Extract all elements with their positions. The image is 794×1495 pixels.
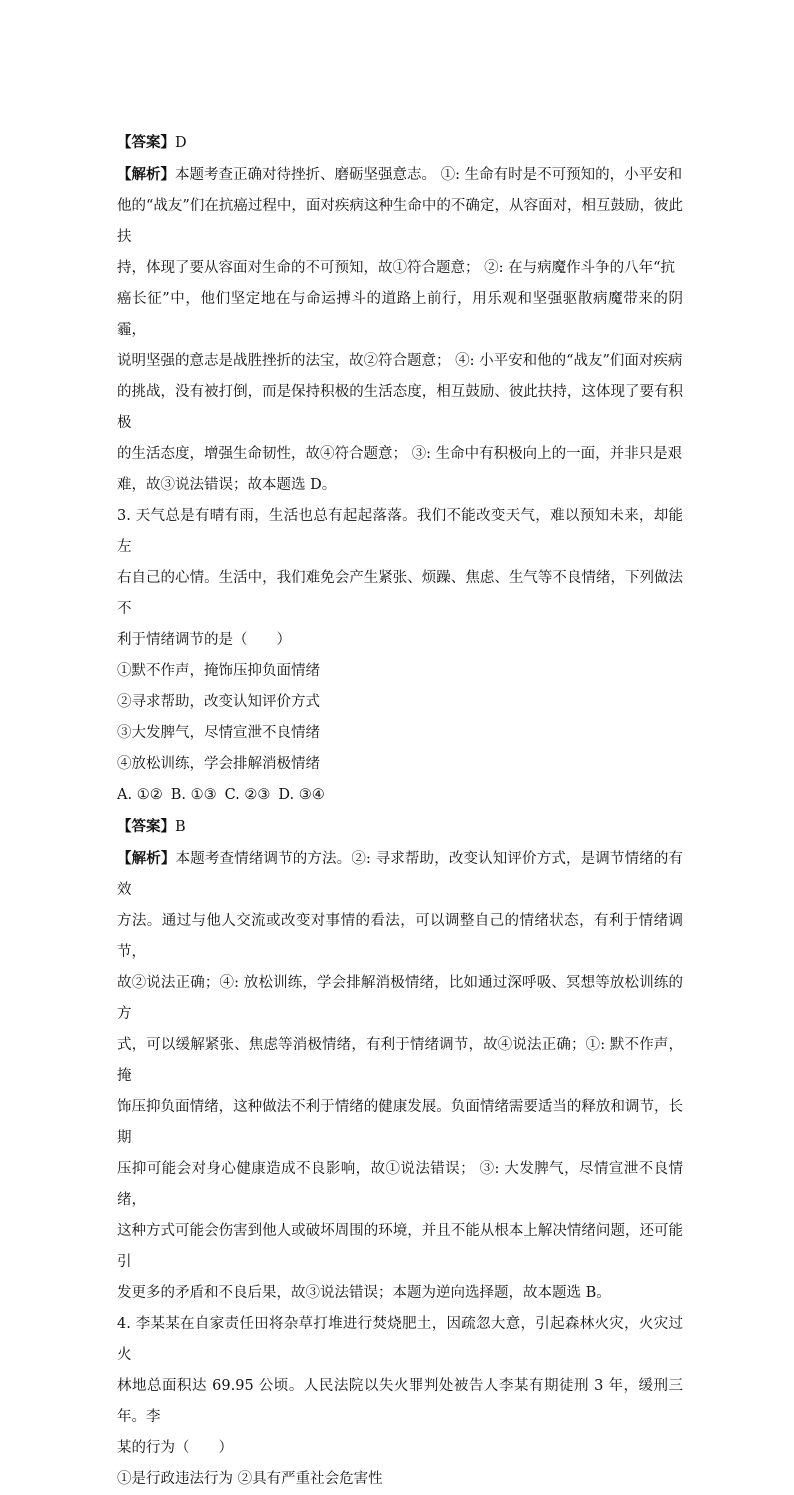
q3-item: ②寻求帮助，改变认知评价方式 [117,694,320,710]
q2-analysis-line: 持，体现了要从容面对生命的不可预知，故①符合题意； ②: 在与病魔作斗争的八年“抗 [117,260,676,276]
q3-analysis-line: 压抑可能会对身心健康造成不良影响，故①说法错误； ③: 大发脾气，尽情宣泄不良情绪， [117,1161,683,1208]
answer-value: D [175,135,187,151]
q3-analysis-line: 方法。通过与他人交流或改变对事情的看法，可以调整自己的情绪状态，有利于情绪调节， [117,913,683,960]
document-content [117,127,683,1495]
q3-stem-line: 3. 天气总是有晴有雨，生活也总有起起落落。我们不能改变天气，难以预知未来，却能左 [117,508,683,555]
q3-options [117,780,683,811]
option-b: B. ①③ [170,787,217,803]
q2-analysis-line: 他的“战友”们在抗癌过程中，面对疾病这种生命中的不确定，从容面对，相互鼓励，彼此扶 [117,198,683,245]
q4-stem-line: 林地总面积达 69.95 公顷。人民法院以失火罪判处被告人李某有期徒刑 3 年，缓刑三年。李 [117,1378,683,1425]
q2-analysis-line: 的挑战，没有被打倒，而是保持积极的生活态度，相互鼓励、彼此扶持，这体现了要有积极 [117,384,683,431]
q2-analysis-line: 的生活态度，增强生命韧性，故④符合题意； ③: 生命中有积极向上的一面，并非只是艰 [117,446,683,462]
q2-analysis-line: 【解析】本题考查正确对待挫折、磨砺坚强意志。 ①: 生命有时是不可预知的，小平安和 [117,166,683,183]
option-a: A. ①② [117,787,163,803]
q2-analysis-line: 难，故③说法错误；故本题选 D。 [117,477,337,493]
q3-analysis-line: 发更多的矛盾和不良后果，故③说法错误；本题为逆向选择题，故本题选 B。 [117,1285,611,1301]
q3-analysis-line: 饰压抑负面情绪，这种做法不利于情绪的健康发展。负面情绪需要适当的释放和调节，长期 [117,1099,683,1146]
analysis-tag: 【解析】 [117,850,176,867]
q3-analysis-line: 这种方式可能会伤害到他人或破坏周围的环境，并且不能从根本上解决情绪问题，还可能引 [117,1223,683,1270]
q3-analysis-line: 【解析】本题考查情绪调节的方法。②: 寻求帮助，改变认知评价方式，是调节情绪的有效 [117,850,684,898]
analysis-tag: 【解析】 [117,166,175,183]
answer-tag: 【答案】 [117,818,175,835]
answer-value: B [175,819,186,835]
q3-item: ①默不作声，掩饰压抑负面情绪 [117,663,320,679]
q3-analysis-line: 故②说法正确；④: 放松训练，学会排解消极情绪，比如通过深呼吸、冥想等放松训练的方 [117,975,683,1022]
answer-tag: 【答案】 [117,134,175,151]
q2-analysis-line: 说明坚强的意志是战胜挫折的法宝，故②符合题意； ④: 小平安和他的“战友”们面对疾病 [117,353,683,369]
q3-answer [117,811,683,843]
q3-stem-line: 右自己的心情。生活中，我们难免会产生紧张、烦躁、焦虑、生气等不良情绪，下列做法不 [117,570,683,617]
q3-item: ③大发脾气，尽情宣泄不良情绪 [117,725,320,741]
option-d: D. ③④ [278,787,325,803]
q4-stem-line: 某的行为（ ） [117,1440,233,1456]
q2-answer [117,127,683,159]
q3-analysis-line: 式，可以缓解紧张、焦虑等消极情绪，有利于情绪调节，故④说法正确；①: 默不作声，掩 [117,1037,683,1084]
q4-stem-line: 4. 李某某在自家责任田将杂草打堆进行焚烧肥土，因疏忽大意，引起森林火灾，火灾过火 [117,1316,683,1363]
q2-analysis-line: 癌长征”中，他们坚定地在与命运搏斗的道路上前行，用乐观和坚强驱散病魔带来的阴霾， [117,291,683,338]
q3-stem-line: 利于情绪调节的是（ ） [117,632,291,648]
q3-item: ④放松训练，学会排解消极情绪 [117,756,320,772]
q4-items: ①是行政违法行为 ②具有严重社会危害性 [117,1471,383,1487]
option-c: C. ②③ [224,787,271,803]
